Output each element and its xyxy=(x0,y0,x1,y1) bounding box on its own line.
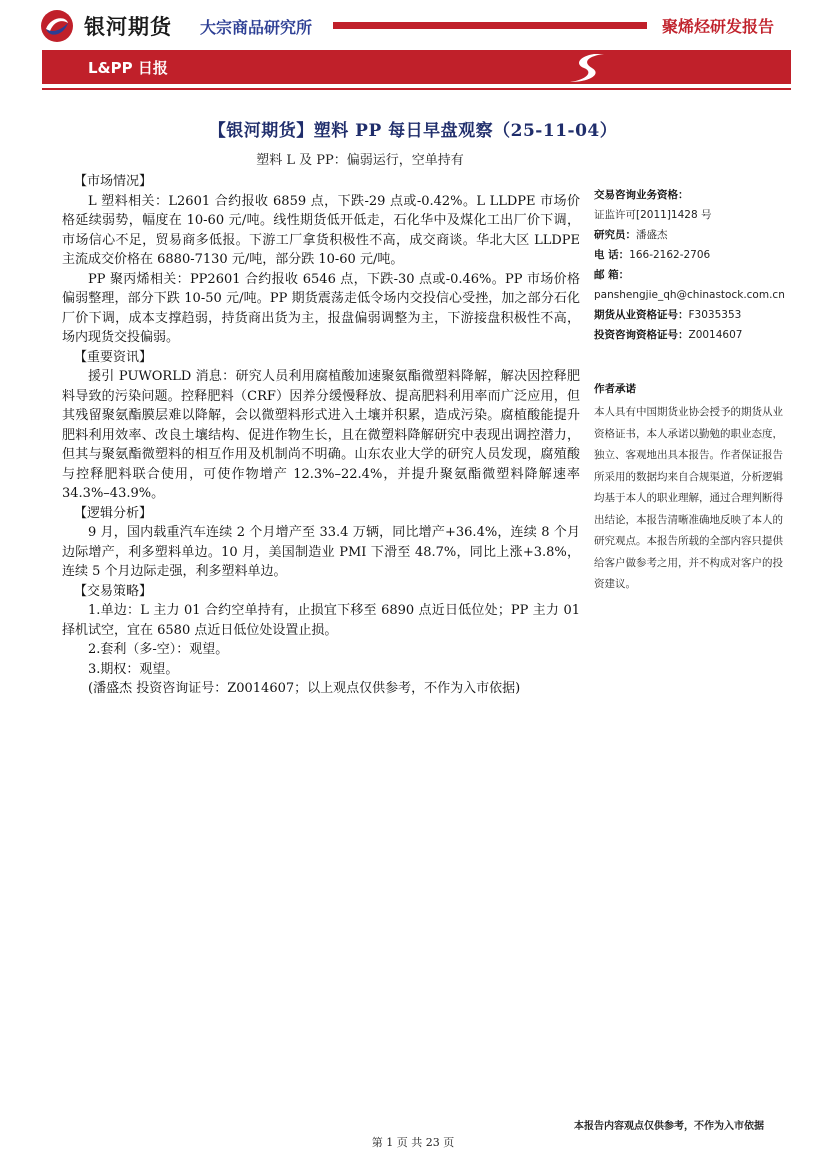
strategy-disclaimer: (潘盛杰 投资咨询证号：Z0014607；以上观点仅供参考，不作为入市依据) xyxy=(88,681,521,696)
phone-number: 166-2162-2706 xyxy=(629,249,711,261)
email-label: 邮 箱： xyxy=(594,269,630,281)
page-subtitle: 塑料 L 及 PP：偏弱运行，空单持有 xyxy=(256,153,464,168)
market-paragraph-pp: PP 聚丙烯相关：PP2601 合约报收 6546 点，下跌-30 点或-0.46%。PP 市场价格偏弱整理，部分下跌 10-50 元/吨。PP 期货震荡走低令场内交投信心受挫，加之部分石化厂价下调，成本支撑趋弱，持货商出货为主，报盘偏弱调整为主，下游接盘积极性不高，场内现货交投偏弱。 xyxy=(62,271,580,345)
page-title: 【银河期货】塑料 PP 每日早盘观察（25-11-04） xyxy=(208,121,618,141)
advisory-cert-label: 投资咨询资格证号： xyxy=(594,329,689,341)
pledge-heading: 作者承诺 xyxy=(594,383,636,395)
institute-name: 大宗商品研究所 xyxy=(200,18,313,37)
pledge-text: 本人具有中国期货业协会授予的期货从业资格证书，本人承诺以勤勉的职业态度，独立、客观地出具本报告。作者保证报告所采用的数据均来自合规渠道，分析逻辑均基于本人的职业理解，通过合理判断得出结论，本报告清晰准确地反映了本人的研究观点。本报告所载的全部内容只提供给客户做参考之用，并不构成对客户的投资建议。 xyxy=(594,406,783,590)
galaxy-swirl-icon xyxy=(40,9,74,43)
futures-cert-number: F3035353 xyxy=(688,309,742,321)
license-number: 证监许可[2011]1428 号 xyxy=(594,209,712,221)
section-heading-strategy: 【交易策略】 xyxy=(74,583,153,599)
swoosh-icon xyxy=(560,52,610,84)
band-label: L&PP 日报 xyxy=(88,59,168,77)
section-heading-logic: 【逻辑分析】 xyxy=(74,505,153,521)
market-paragraph-l: L 塑料相关：L2601 合约报收 6859 点，下跌-29 点或-0.42%。L LLDPE 市场价格延续弱势，幅度在 10-60 元/吨。线性期货低开低走，石化华中及煤化工出厂价下调，市场信心不足，贸易商多低报。下游工厂拿货积极性不高，成交商谈。华北大区 LLDPE 主流成交价格在 6880-7130 元/吨，部分跌 10-60 元/吨。 xyxy=(62,193,580,267)
logic-paragraph: 9 月，国内载重汽车连续 2 个月增产至 33.4 万辆，同比增产+36.4%，连续 8 个月边际增产，利多塑料单边。10 月，美国制造业 PMI 下滑至 48.7%，同比上涨+3.8%，连续 5 个月边际走强，利多塑料单边。 xyxy=(62,525,580,579)
section-heading-news: 【重要资讯】 xyxy=(74,349,153,365)
strategy-options: 3.期权：观望。 xyxy=(88,661,179,677)
futures-cert-label: 期货从业资格证号： xyxy=(594,309,689,321)
advisory-cert-number: Z0014607 xyxy=(688,329,743,341)
news-paragraph: 援引 PUWORLD 消息：研究人员利用腐植酸加速聚氨酯微塑料降解，解决因控释肥料导致的污染问题。控释肥料（CRF）因养分缓慢释放、提高肥料利用率而广泛应用，但其残留聚氨酯膜层难以降解，会以微塑料形式进入土壤并积累，造成污染。腐植酸能提升肥料利用效率、改良土壤结构、促进作物生长，且在微塑料降解研究中表现出调控潜力，但其与聚氨酯微塑料的相互作用及机制尚不明确。山东农业大学的研究人员发现，腐殖酸与控释肥料联合使用，可使作物增产 12.3%–22.4%，并提升聚氨酯微塑料降解速率 34.3%–43.9%。 xyxy=(62,369,580,501)
strategy-arbitrage: 2.套利（多-空）：观望。 xyxy=(88,642,229,657)
report-type: 聚烯烃研发报告 xyxy=(662,17,775,36)
section-heading-market: 【市场情况】 xyxy=(74,174,153,189)
email-address: panshengjie_qh@chinastock.com.cn xyxy=(594,289,785,301)
author-info xyxy=(594,185,792,345)
header-rule xyxy=(42,88,791,90)
header-accent-bar xyxy=(333,22,647,29)
phone-label: 电 话： xyxy=(594,249,630,261)
researcher-label: 研究员： xyxy=(594,229,636,241)
page-number: 第 1 页 共 23 页 xyxy=(371,1136,455,1149)
researcher-name: 潘盛杰 xyxy=(636,229,668,241)
strategy-single-leg: 1.单边：L 主力 01 合约空单持有，止损宜下移至 6890 点近日低位处；PP 主力 01 择机试空，宜在 6580 点近日低位处设置止损。 xyxy=(62,603,580,638)
qualification-label: 交易咨询业务资格： xyxy=(594,189,689,201)
main-content xyxy=(62,172,580,699)
brand-name: 银河期货 xyxy=(84,15,172,39)
footer-disclaimer: 本报告内容观点仅供参考，不作为入市依据 xyxy=(574,1121,764,1132)
